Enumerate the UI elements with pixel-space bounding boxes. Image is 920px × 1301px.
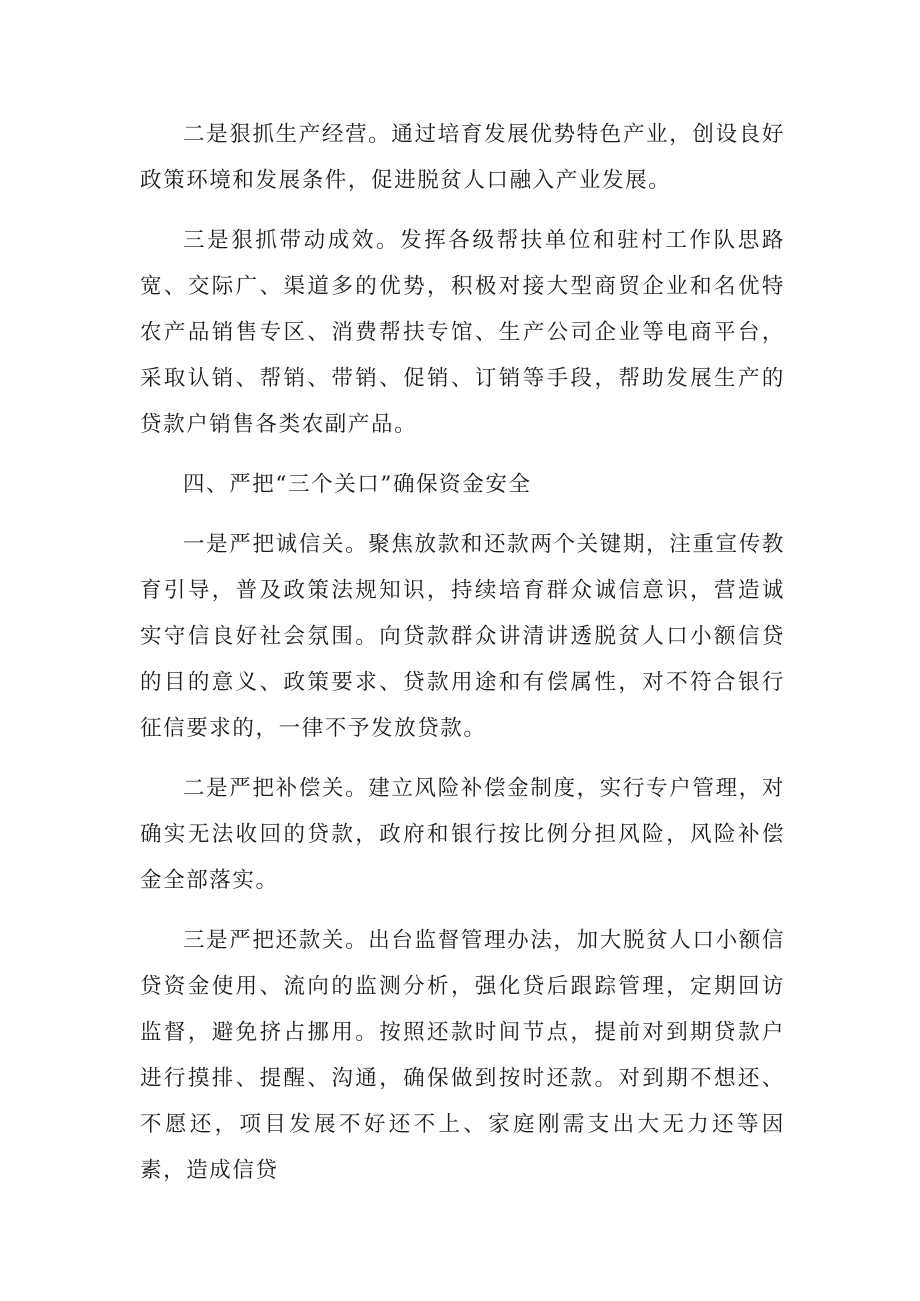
document-body [140, 112, 785, 1208]
paragraph-compensation-check: 二是严把补偿关。建立风险补偿金制度，实行专户管理，对确实无法收回的贷款，政府和银行按比例分担风险，风险补偿金全部落实。 [140, 776, 785, 893]
paragraph-repayment-check: 三是严把还款关。出台监督管理办法，加大脱贫人口小额信贷资金使用、流向的监测分析，强化贷后跟踪管理，定期回访监督，避免挤占挪用。按照还款时间节点，提前对到期贷款户进行摸排、提醒、沟通，确保做到按时还款。对到期不想还、不愿还，项目发展不好还不上、家庭刚需支出大无力还等因素，造成信贷 [140, 928, 785, 1183]
paragraph-credit-check: 一是严把诚信关。聚焦放款和还款两个关键期，注重宣传教育引导，普及政策法规知识，持续培育群众诚信意识，营造诚实守信良好社会氛围。向贷款群众讲清讲透脱贫人口小额信贷的目的意义、政策要求、贷款用途和有偿属性，对不符合银行征信要求的，一律不予发放贷款。 [140, 532, 785, 741]
section-heading-three-checkpoints: 四、严把“三个关口”确保资金安全 [183, 472, 532, 497]
paragraph-effectiveness: 三是狠抓带动成效。发挥各级帮扶单位和驻村工作队思路宽、交际广、渠道多的优势，积极对接大型商贸企业和名优特农产品销售专区、消费帮扶专馆、生产公司企业等电商平台，采取认销、帮销、带销、促销、订销等手段，帮助发展生产的贷款户销售各类农副产品。 [140, 228, 785, 437]
paragraph-production: 二是狠抓生产经营。通过培育发展优势特色产业，创设良好政策环境和发展条件，促进脱贫人口融入产业发展。 [140, 122, 785, 193]
